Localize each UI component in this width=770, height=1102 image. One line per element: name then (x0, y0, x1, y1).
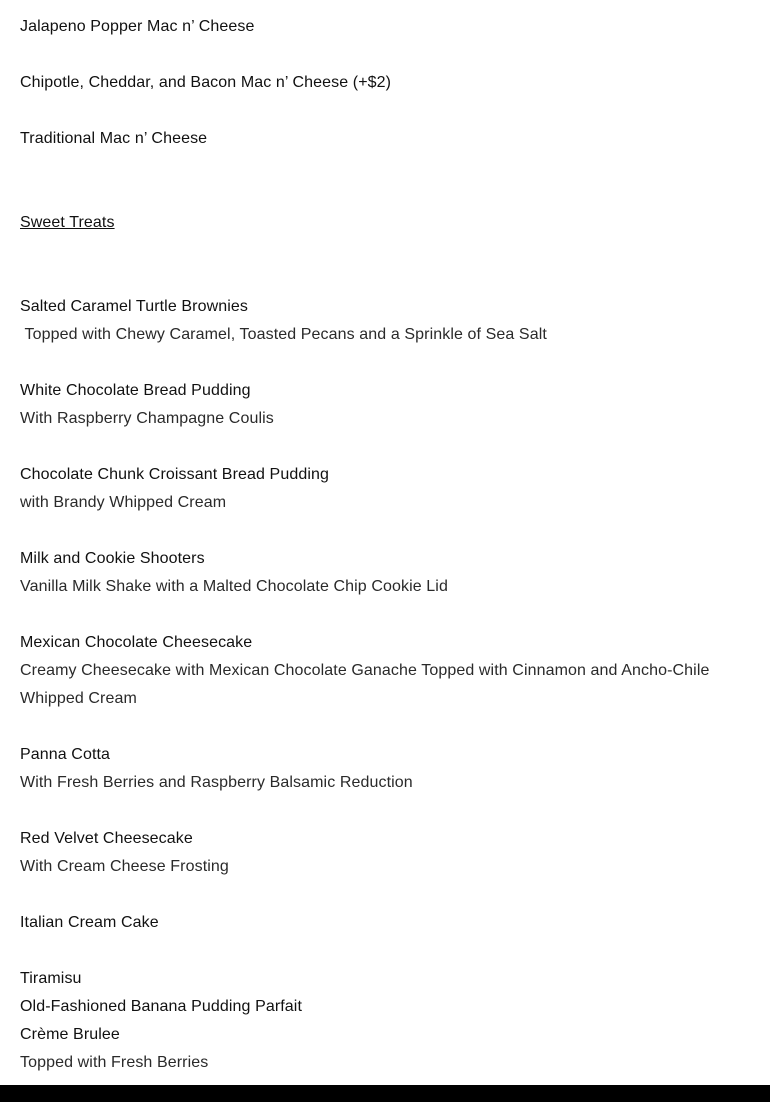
dessert-description: Topped with Chewy Caramel, Toasted Pecans and a Sprinkle of Sea Salt (20, 326, 547, 343)
dessert-name: Mexican Chocolate Cheesecake (20, 634, 253, 651)
dessert-description: With Cream Cheese Frosting (20, 858, 229, 875)
dessert-description: With Raspberry Champagne Coulis (20, 410, 274, 427)
dessert-description: Vanilla Milk Shake with a Malted Chocolate Chip Cookie Lid (20, 578, 448, 595)
dessert-name: Red Velvet Cheesecake (20, 830, 193, 847)
dessert-description: With Fresh Berries and Raspberry Balsamic Reduction (20, 774, 413, 791)
menu-item-name: Traditional Mac n’ Cheese (20, 130, 208, 147)
dessert-name: Milk and Cookie Shooters (20, 550, 205, 567)
dessert-description: Topped with Fresh Berries (20, 1054, 209, 1071)
dessert-name: Salted Caramel Turtle Brownies (20, 298, 248, 315)
dessert-description: Creamy Cheesecake with Mexican Chocolate Ganache Topped with Cinnamon and Ancho-Chile Whipped Cream (20, 662, 715, 707)
dessert-name: Crème Brulee (20, 1026, 120, 1043)
bottom-bar (0, 1085, 770, 1102)
dessert-name: Panna Cotta (20, 746, 111, 763)
section-heading-sweet-treats: Sweet Treats (20, 214, 115, 231)
dessert-description: with Brandy Whipped Cream (20, 494, 227, 511)
dessert-name: Italian Cream Cake (20, 914, 159, 931)
dessert-name: Tiramisu (20, 970, 82, 987)
menu-content (20, 13, 760, 1077)
dessert-name: Chocolate Chunk Croissant Bread Pudding (20, 466, 329, 483)
dessert-name: Old-Fashioned Banana Pudding Parfait (20, 998, 303, 1015)
menu-item-name: Jalapeno Popper Mac n’ Cheese (20, 18, 255, 35)
dessert-name: White Chocolate Bread Pudding (20, 382, 251, 399)
menu-item-name: Chipotle, Cheddar, and Bacon Mac n’ Cheese (+$2) (20, 74, 392, 91)
